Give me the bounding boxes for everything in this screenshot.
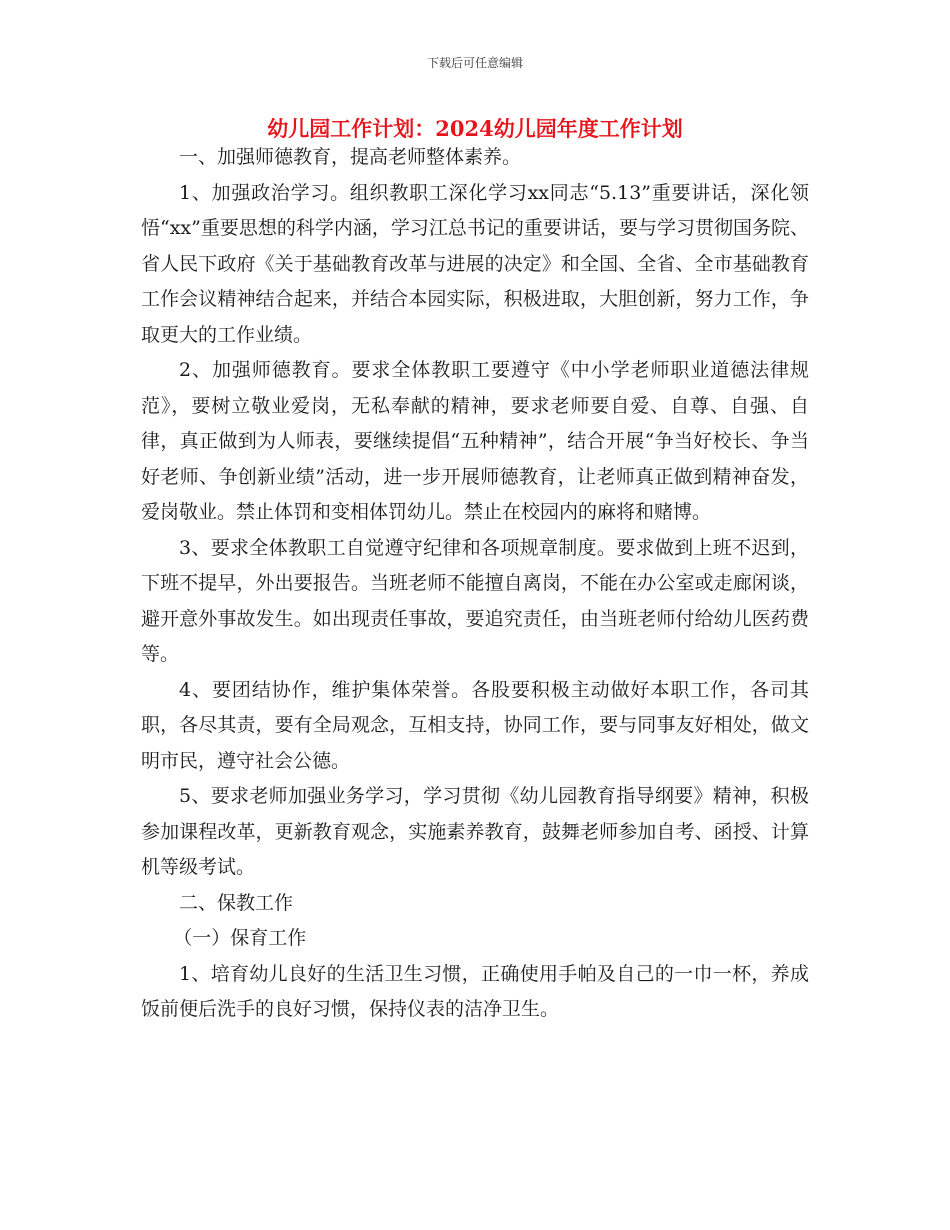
header-note: 下载后可任意编辑 bbox=[426, 56, 523, 70]
subsection-heading: （一）保育工作 bbox=[173, 927, 307, 949]
section-heading-1: 一、加强师德教育，提高老师整体素养。 bbox=[179, 146, 522, 168]
document-title: 幼儿园工作计划：2024幼儿园年度工作计划 bbox=[267, 116, 683, 141]
paragraph-item-1: 1、加强政治学习。组织教职工深化学习xx同志“5.13”重要讲话，深化领悟“xx”重要思想的科学内涵，学习江总书记的重要讲话，要与学习贯彻国务院、省人民下政府《关于基础教育改革与进展的决定》和全国、全省、全市基础教育工作会议精神结合起来，并结合本园实际，积极进取，大胆创新，努力工作，争取更大的工作业绩。 bbox=[141, 181, 809, 346]
paragraph-item-3: 3、要求全体教职工自觉遵守纪律和各项规章制度。要求做到上班不迟到，下班不提早，外出要报告。当班老师不能擅自离岗，不能在办公室或走廊闲谈，避开意外事故发生。如出现责任事故，要追究责任，由当班老师付给幼儿医药费等。 bbox=[141, 536, 809, 665]
paragraph-item-2: 2、加强师德教育。要求全体教职工要遵守《中小学老师职业道德法律规范》，要树立敬业爱岗，无私奉献的精神，要求老师要自爱、自尊、自强、自律，真正做到为人师表，要继续提倡“五种精神”，结合开展“争当好校长、争当好老师、争创新业绩”活动，进一步开展师德教育，让老师真正做到精神奋发，爱岗敬业。禁止体罚和变相体罚幼儿。禁止在校园内的麻将和赌博。 bbox=[141, 359, 809, 523]
paragraph-item-5: 5、要求老师加强业务学习，学习贯彻《幼儿园教育指导纲要》精神，积极参加课程改革，更新教育观念，实施素养教育，鼓舞老师参加自考、函授、计算机等级考试。 bbox=[141, 785, 809, 878]
paragraph-item-care-1: 1、培育幼儿良好的生活卫生习惯，正确使用手帕及自己的一巾一杯，养成饭前便后洗手的良好习惯，保持仪表的洁净卫生。 bbox=[141, 962, 809, 1020]
document-body bbox=[141, 140, 809, 1028]
section-heading-2: 二、保教工作 bbox=[179, 891, 294, 914]
paragraph-item-4: 4、要团结协作，维护集体荣誉。各股要积极主动做好本职工作，各司其职，各尽其责，要有全局观念，互相支持，协同工作，要与同事友好相处，做文明市民，遵守社会公德。 bbox=[141, 678, 809, 772]
